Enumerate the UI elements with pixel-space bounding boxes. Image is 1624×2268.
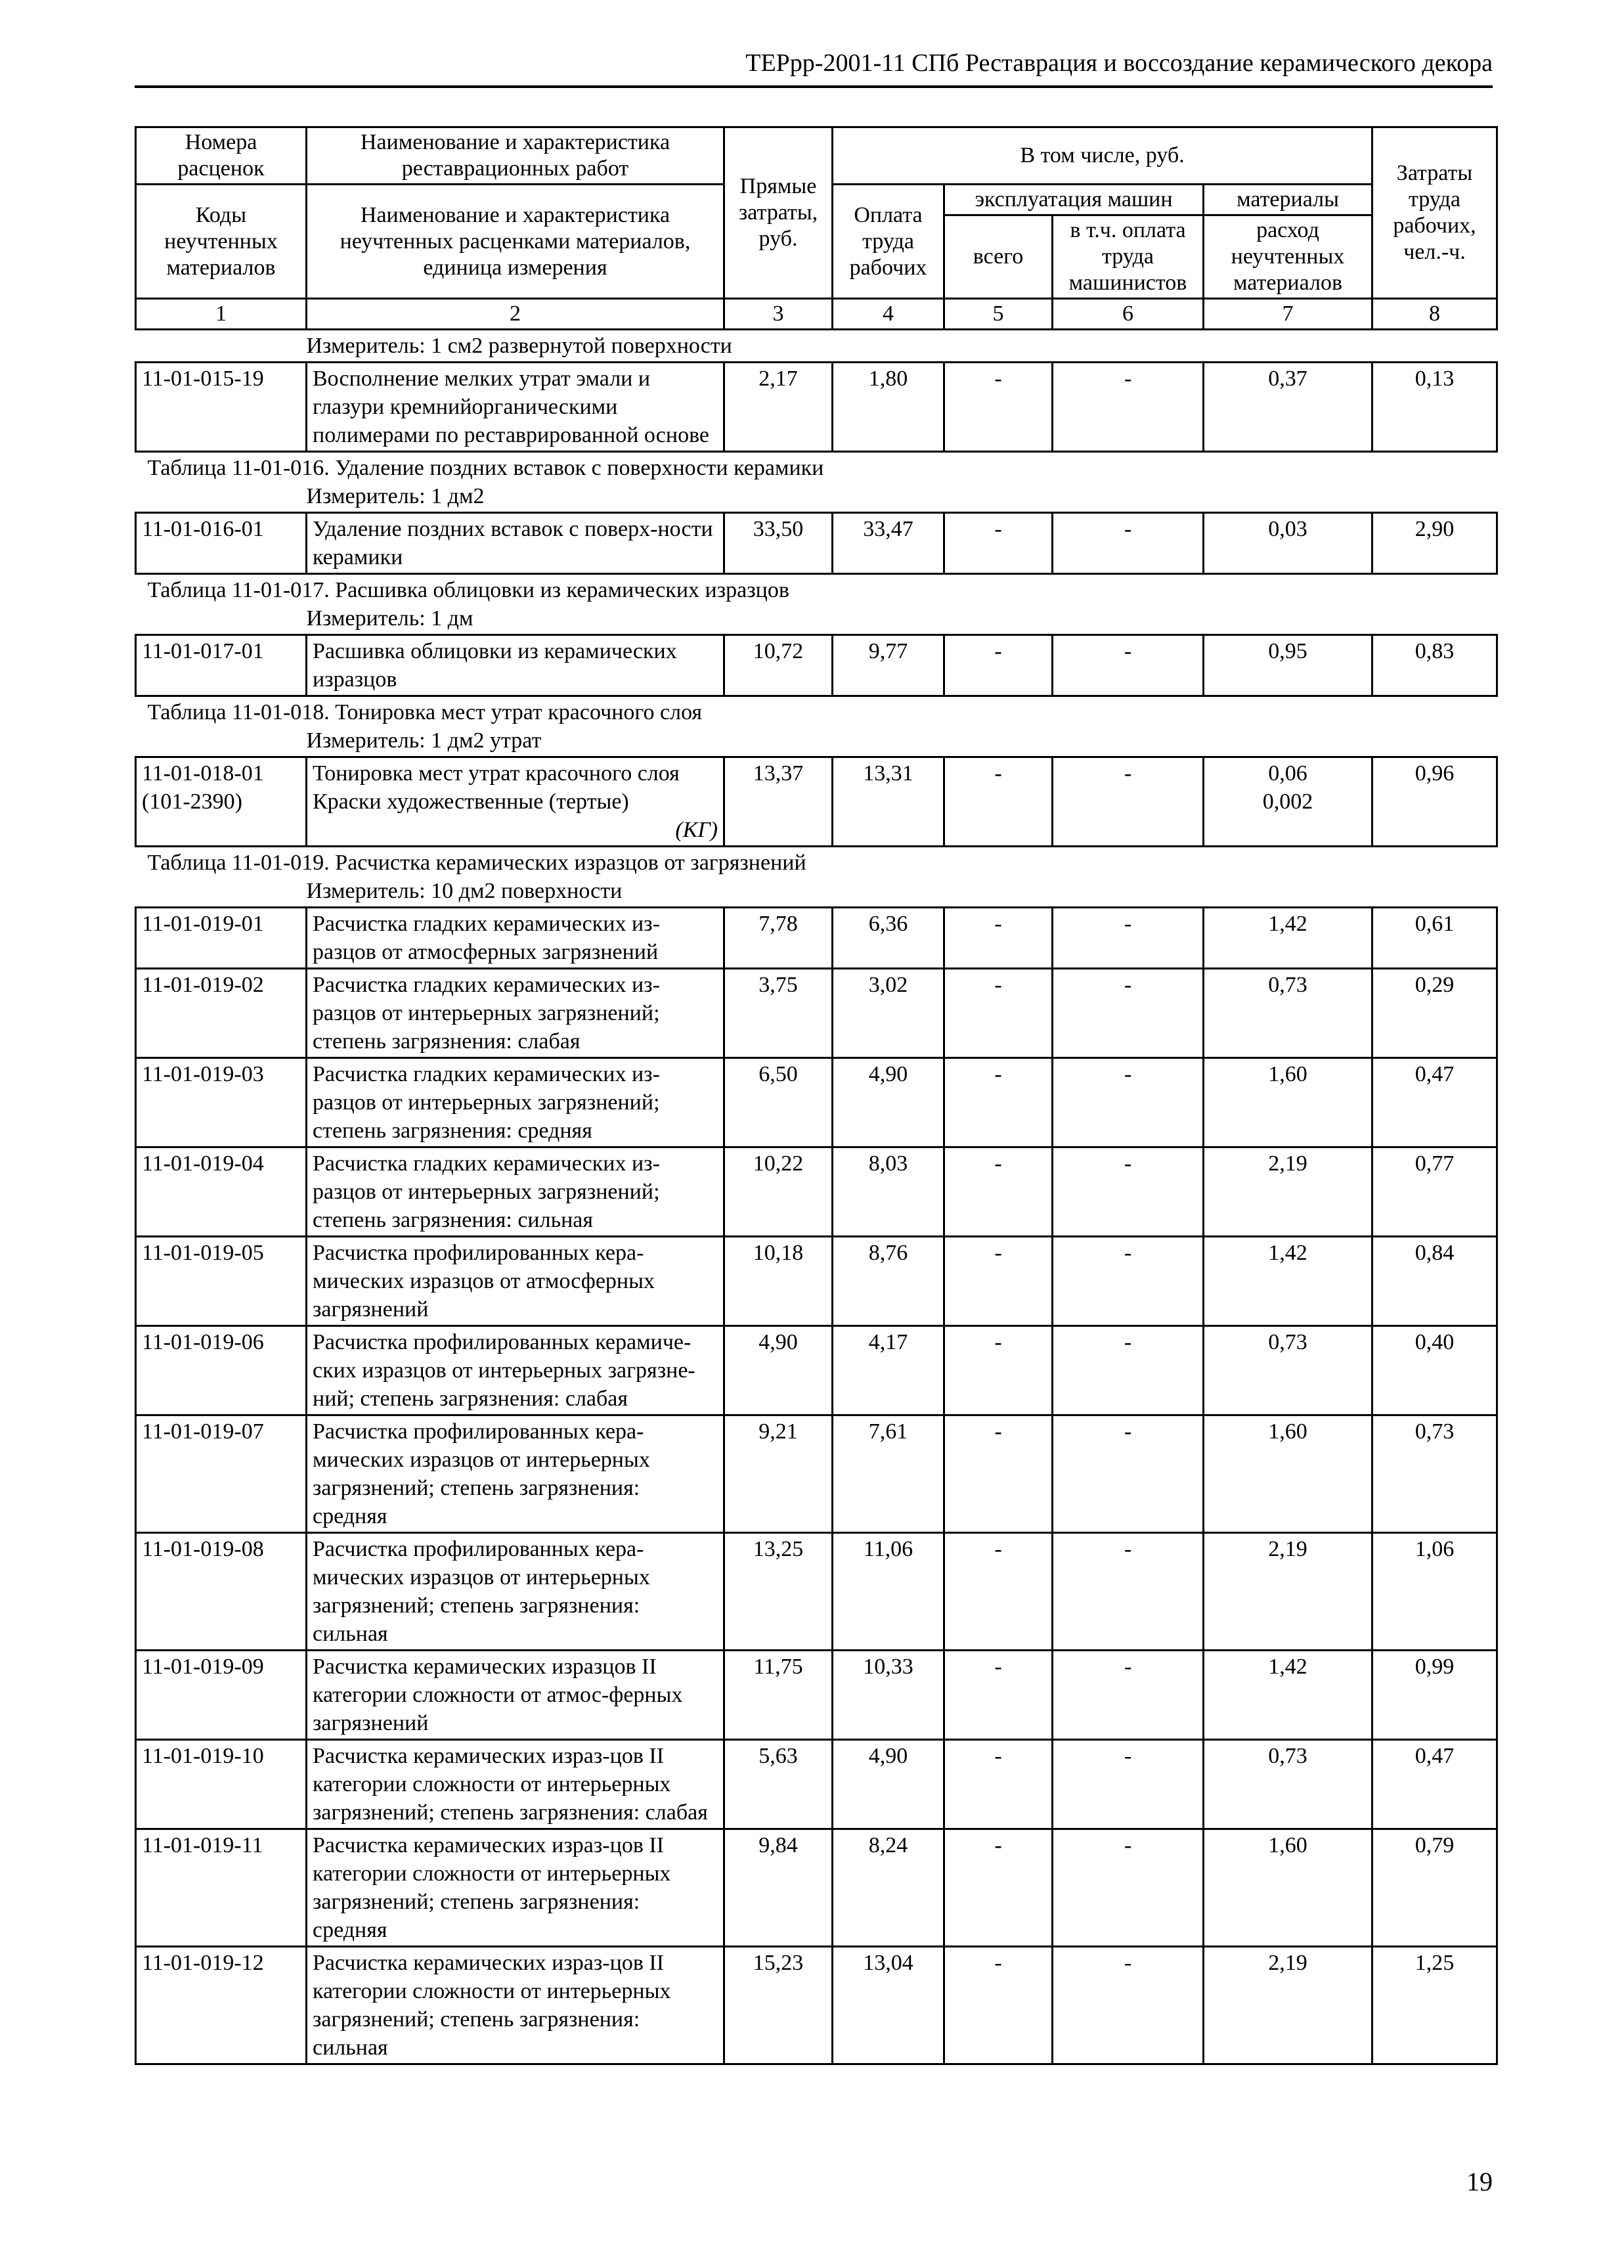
rate-code: 11-01-019-02 [136, 969, 307, 1058]
worker-pay: 11,06 [833, 1533, 944, 1651]
rate-name: Расчистка гладких керамических из-разцов от интерьерных загрязнений; степень загрязнения: сильная [307, 1147, 724, 1237]
materials-cost: 1,42 [1204, 1651, 1372, 1740]
materials-cost: 1,60 [1204, 1829, 1372, 1947]
table-row [136, 513, 1497, 574]
document-title: ТЕРрр-2001-11 СПб Реставрация и воссоздание керамического декора [745, 49, 1493, 77]
materials-cost: 1,60 [1204, 1415, 1372, 1533]
direct-cost: 11,75 [724, 1651, 833, 1740]
machinist-pay: - [1053, 1147, 1204, 1237]
rate-name: Расчистка профилированных кера-мических изразцов от интерьерных загрязнений; степень загрязнения: сильная [307, 1533, 724, 1651]
machines-total: - [944, 908, 1053, 969]
machines-total: - [944, 363, 1053, 452]
header-rate-numbers: Номера расценок [136, 127, 307, 185]
direct-cost: 13,25 [724, 1533, 833, 1651]
header-material-names: Наименование и характеристика неучтенных расценками материалов, единица измерения [307, 185, 724, 299]
table-row [136, 1829, 1497, 1947]
labor-hours: 0,13 [1372, 363, 1497, 452]
rate-code: 11-01-019-07 [136, 1415, 307, 1533]
column-number: 1 [136, 299, 307, 330]
direct-cost: 13,37 [724, 757, 833, 847]
machinist-pay: - [1053, 363, 1204, 452]
rate-code: 11-01-016-01 [136, 513, 307, 574]
column-numbers-row [136, 299, 1497, 330]
labor-hours: 0,40 [1372, 1326, 1497, 1415]
column-number: 3 [724, 299, 833, 330]
header-materials: материалы [1204, 185, 1372, 215]
direct-cost: 33,50 [724, 513, 833, 574]
direct-cost: 9,21 [724, 1415, 833, 1533]
rate-name: Расчистка керамических израз-цов II категории сложности от интерьерных загрязнений; степень загрязнения: сильная [307, 1947, 724, 2064]
machinist-pay: - [1053, 1829, 1204, 1947]
materials-cost: 0,37 [1204, 363, 1372, 452]
header-direct-costs: Прямые затраты, руб. [724, 127, 833, 299]
rate-code: 11-01-019-05 [136, 1237, 307, 1326]
machinist-pay: - [1053, 1415, 1204, 1533]
column-number: 8 [1372, 299, 1497, 330]
machines-total: - [944, 1147, 1053, 1237]
machines-total: - [944, 1058, 1053, 1147]
header-including: В том числе, руб. [833, 127, 1372, 185]
header-material-consumption: расход неучтенных материалов [1204, 215, 1372, 299]
machines-total: - [944, 1947, 1053, 2064]
materials-cost: 0,73 [1204, 1326, 1372, 1415]
column-number: 2 [307, 299, 724, 330]
machines-total: - [944, 1533, 1053, 1651]
section-title: Таблица 11-01-016. Удаление поздних вставок с поверхности керамики [147, 456, 824, 480]
rate-code: 11-01-019-10 [136, 1740, 307, 1829]
table-row [136, 1740, 1497, 1829]
table-row [136, 1237, 1497, 1326]
rate-code: 11-01-018-01 [142, 761, 264, 786]
rate-name: Расчистка керамических израз-цов II категории сложности от интерьерных загрязнений; степень загрязнения: средняя [307, 1829, 724, 1947]
machinist-pay: - [1053, 757, 1204, 847]
rate-code: 11-01-019-06 [136, 1326, 307, 1415]
material-code: (101-2390) [142, 789, 242, 814]
materials-cost: 1,42 [1204, 908, 1372, 969]
table-row [136, 969, 1497, 1058]
machines-total: - [944, 513, 1053, 574]
section-measure: Измеритель: 1 дм2 [306, 484, 485, 508]
rate-code: 11-01-019-01 [136, 908, 307, 969]
table-row [136, 757, 1497, 847]
materials-cost: 0,73 [1204, 1740, 1372, 1829]
worker-pay: 4,90 [833, 1740, 944, 1829]
column-number: 6 [1053, 299, 1204, 330]
table-row [136, 908, 1497, 969]
table-row [136, 1415, 1497, 1533]
header-material-codes: Коды неучтенных материалов [136, 185, 307, 299]
rates-table [135, 126, 1498, 2065]
section-title: Таблица 11-01-018. Тонировка мест утрат красочного слоя [147, 700, 703, 724]
labor-hours: 0,47 [1372, 1740, 1497, 1829]
labor-hours: 0,73 [1372, 1415, 1497, 1533]
material-name: Краски художественные (тертые) [313, 789, 629, 814]
rate-code: 11-01-019-12 [136, 1947, 307, 2064]
header-machinist-pay: в т.ч. оплата труда машинистов [1053, 215, 1204, 299]
worker-pay: 33,47 [833, 513, 944, 574]
machines-total: - [944, 1651, 1053, 1740]
direct-cost: 10,18 [724, 1237, 833, 1326]
rate-name: Расчистка профилированных кера-мических изразцов от интерьерных загрязнений; степень загрязнения: средняя [307, 1415, 724, 1533]
machinist-pay: - [1053, 1740, 1204, 1829]
rate-code: 11-01-015-19 [136, 363, 307, 452]
materials-cost: 2,19 [1204, 1947, 1372, 2064]
rate-code: 11-01-019-04 [136, 1147, 307, 1237]
column-number: 7 [1204, 299, 1372, 330]
rate-name: Расчистка гладких керамических из-разцов от интерьерных загрязнений; степень загрязнения: средняя [307, 1058, 724, 1147]
header-labor-hours: Затраты труда рабочих, чел.-ч. [1372, 127, 1497, 299]
table-row [136, 635, 1497, 696]
section-title-row [136, 696, 1497, 757]
section-measure: Измеритель: 10 дм2 поверхности [306, 879, 623, 903]
worker-pay: 4,17 [833, 1326, 944, 1415]
labor-hours: 0,79 [1372, 1829, 1497, 1947]
machines-total: - [944, 635, 1053, 696]
section-title-row [136, 452, 1497, 513]
rate-code: 11-01-019-08 [136, 1533, 307, 1651]
material-consumption: 0,002 [1262, 789, 1313, 814]
direct-cost: 10,72 [724, 635, 833, 696]
table-row [136, 1533, 1497, 1651]
worker-pay: 7,61 [833, 1415, 944, 1533]
labor-hours: 0,77 [1372, 1147, 1497, 1237]
machines-total: - [944, 1237, 1053, 1326]
materials-cost: 2,19 [1204, 1533, 1372, 1651]
rate-name: Расчистка профилированных кера-мических изразцов от атмосферных загрязнений [307, 1237, 724, 1326]
section-measure: Измеритель: 1 см2 развернутой поверхности [306, 334, 732, 358]
direct-cost: 6,50 [724, 1058, 833, 1147]
direct-cost: 15,23 [724, 1947, 833, 2064]
page-header [135, 46, 1493, 88]
material-unit: (КГ) [675, 818, 718, 842]
materials-cost: 0,03 [1204, 513, 1372, 574]
rate-name: Расчистка профилированных керамиче-ских изразцов от интерьерных загрязне-ний; степень загрязнения: слабая [307, 1326, 724, 1415]
rate-code-cell [136, 757, 307, 847]
materials-cost: 0,73 [1204, 969, 1372, 1058]
rate-code: 11-01-017-01 [136, 635, 307, 696]
rate-name-cell [307, 757, 724, 847]
header-worker-pay: Оплата труда рабочих [833, 185, 944, 299]
header-machine-operation: эксплуатация машин [944, 185, 1204, 215]
direct-cost: 3,75 [724, 969, 833, 1058]
machinist-pay: - [1053, 969, 1204, 1058]
rate-name: Расчистка керамических израз-цов II категории сложности от интерьерных загрязнений; степень загрязнения: слабая [307, 1740, 724, 1829]
labor-hours: 1,06 [1372, 1533, 1497, 1651]
machines-total: - [944, 1415, 1053, 1533]
worker-pay: 8,03 [833, 1147, 944, 1237]
section-measure: Измеритель: 1 дм2 утрат [306, 728, 542, 753]
machinist-pay: - [1053, 1533, 1204, 1651]
section-title: Таблица 11-01-017. Расшивка облицовки из керамических изразцов [147, 578, 789, 602]
worker-pay: 13,31 [833, 757, 944, 847]
rate-name: Удаление поздних вставок с поверх-ности керамики [307, 513, 724, 574]
worker-pay: 1,80 [833, 363, 944, 452]
section-measure-row [136, 330, 1497, 363]
labor-hours: 1,25 [1372, 1947, 1497, 2064]
rate-name: Восполнение мелких утрат эмали и глазури кремнийорганическими полимерами по реставрированной основе [307, 363, 724, 452]
table-row [136, 363, 1497, 452]
table-header [136, 127, 1497, 330]
worker-pay: 8,24 [833, 1829, 944, 1947]
table-row [136, 1058, 1497, 1147]
column-number: 5 [944, 299, 1053, 330]
table-row [136, 1947, 1497, 2064]
worker-pay: 9,77 [833, 635, 944, 696]
machines-total: - [944, 757, 1053, 847]
labor-hours: 0,99 [1372, 1651, 1497, 1740]
materials-cost: 1,60 [1204, 1058, 1372, 1147]
section-title-row [136, 847, 1497, 908]
rate-code: 11-01-019-09 [136, 1651, 307, 1740]
table-row [136, 1326, 1497, 1415]
table-row [136, 1651, 1497, 1740]
machinist-pay: - [1053, 1651, 1204, 1740]
direct-cost: 10,22 [724, 1147, 833, 1237]
section-019-rows [136, 908, 1497, 2064]
materials-cost: 2,19 [1204, 1147, 1372, 1237]
machinist-pay: - [1053, 1326, 1204, 1415]
direct-cost: 2,17 [724, 363, 833, 452]
materials-cell [1204, 757, 1372, 847]
header-machines-total: всего [944, 215, 1053, 299]
labor-hours: 0,61 [1372, 908, 1497, 969]
machines-total: - [944, 969, 1053, 1058]
machinist-pay: - [1053, 1947, 1204, 2064]
section-title: Таблица 11-01-019. Расчистка керамических изразцов от загрязнений [147, 851, 806, 875]
labor-hours: 0,84 [1372, 1237, 1497, 1326]
machinist-pay: - [1053, 635, 1204, 696]
labor-hours: 2,90 [1372, 513, 1497, 574]
worker-pay: 6,36 [833, 908, 944, 969]
labor-hours: 0,29 [1372, 969, 1497, 1058]
section-title-row [136, 574, 1497, 635]
worker-pay: 4,90 [833, 1058, 944, 1147]
labor-hours: 0,96 [1372, 757, 1497, 847]
direct-cost: 7,78 [724, 908, 833, 969]
machines-total: - [944, 1740, 1053, 1829]
worker-pay: 3,02 [833, 969, 944, 1058]
table-row [136, 1147, 1497, 1237]
rate-name: Тонировка мест утрат красочного слоя [313, 761, 680, 786]
worker-pay: 13,04 [833, 1947, 944, 2064]
machinist-pay: - [1053, 908, 1204, 969]
machines-total: - [944, 1326, 1053, 1415]
machinist-pay: - [1053, 1237, 1204, 1326]
worker-pay: 10,33 [833, 1651, 944, 1740]
section-measure: Измеритель: 1 дм [306, 606, 473, 631]
column-number: 4 [833, 299, 944, 330]
rate-name: Расчистка гладких керамических из-разцов от интерьерных загрязнений; степень загрязнения: слабая [307, 969, 724, 1058]
materials-cost: 1,42 [1204, 1237, 1372, 1326]
machinist-pay: - [1053, 513, 1204, 574]
materials-cost: 0,06 [1268, 761, 1307, 786]
table-body [136, 330, 1497, 908]
worker-pay: 8,76 [833, 1237, 944, 1326]
machinist-pay: - [1053, 1058, 1204, 1147]
rate-name: Расчистка керамических изразцов II категории сложности от атмос-ферных загрязнений [307, 1651, 724, 1740]
rate-code: 11-01-019-03 [136, 1058, 307, 1147]
page-number: 19 [1466, 2167, 1493, 2196]
materials-cost: 0,95 [1204, 635, 1372, 696]
direct-cost: 5,63 [724, 1740, 833, 1829]
machines-total: - [944, 1829, 1053, 1947]
labor-hours: 0,83 [1372, 635, 1497, 696]
direct-cost: 9,84 [724, 1829, 833, 1947]
direct-cost: 4,90 [724, 1326, 833, 1415]
rate-name: Расчистка гладких керамических из-разцов от атмосферных загрязнений [307, 908, 724, 969]
labor-hours: 0,47 [1372, 1058, 1497, 1147]
rate-code: 11-01-019-11 [136, 1829, 307, 1947]
header-work-name: Наименование и характеристика реставрационных работ [307, 127, 724, 185]
rate-name: Расшивка облицовки из керамических изразцов [307, 635, 724, 696]
